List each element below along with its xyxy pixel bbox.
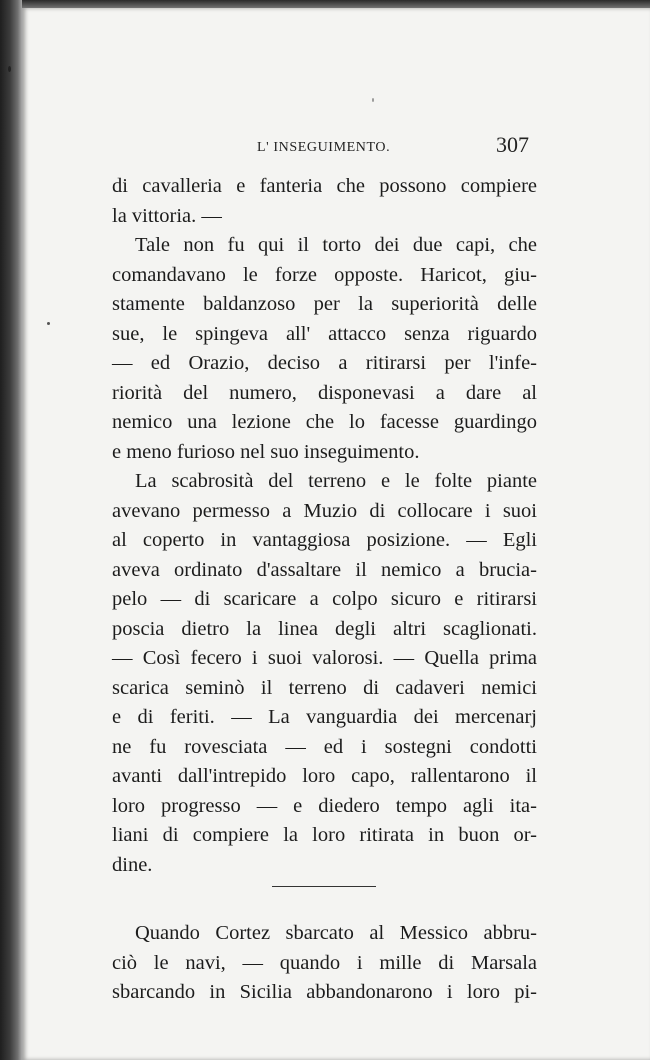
ink-speck bbox=[47, 322, 50, 325]
text-line: liani di compiere la loro ritirata in buon or- bbox=[112, 824, 537, 846]
text-line: loro progresso — e diedero tempo agli ita- bbox=[112, 794, 537, 817]
text-line: aveva ordinato d'assaltare il nemico a brucia- bbox=[112, 558, 537, 581]
text-line: di cavalleria e fanteria che possono compiere bbox=[112, 175, 537, 197]
ink-speck bbox=[372, 98, 374, 102]
text-line: avevano permesso a Muzio di collocare i suoi bbox=[112, 499, 537, 522]
text-line: riorità del numero, disponevasi a dare al bbox=[112, 381, 537, 404]
text-line: ciò le navi, — quando i mille di Marsala bbox=[112, 951, 537, 974]
body-text bbox=[112, 172, 537, 1008]
text-line: al coperto in vantaggiosa posizione. — Egli bbox=[112, 529, 537, 551]
text-line: La scabrosità del terreno e le folte piante bbox=[135, 470, 537, 492]
text-line: e meno furioso nel suo inseguimento. bbox=[112, 440, 420, 463]
text-line: scarica seminò il terreno di cadaveri nemici bbox=[112, 676, 537, 699]
text-line: Quando Cortez sbarcato al Messico abbru- bbox=[135, 922, 537, 944]
text-line: nemico una lezione che lo facesse guardingo bbox=[112, 411, 537, 433]
text-line: sbarcando in Sicilia abbandonarono i loro pi- bbox=[112, 981, 537, 1003]
text-line: — Così fecero i suoi valorosi. — Quella prima bbox=[112, 647, 537, 669]
book-binding-shadow bbox=[0, 0, 22, 1060]
text-line: poscia dietro la linea degli altri scaglionati. bbox=[112, 617, 537, 640]
text-line: e di feriti. — La vanguardia dei mercenarj bbox=[112, 706, 537, 728]
ink-speck bbox=[8, 66, 11, 72]
running-head: L' INSEGUIMENTO. bbox=[257, 140, 391, 155]
page-number: 307 bbox=[496, 132, 529, 157]
text-line: la vittoria. — bbox=[112, 204, 222, 227]
text-line: dine. bbox=[112, 853, 153, 876]
text-line: comandavano le forze opposte. Haricot, giu- bbox=[112, 263, 537, 286]
text-line: ne fu rovesciata — ed i sostegni condotti bbox=[112, 735, 537, 758]
text-line: avanti dall'intrepido loro capo, rallentarono il bbox=[112, 765, 537, 787]
text-line: sue, le spingeva all' attacco senza riguardo bbox=[112, 322, 537, 345]
section-gap bbox=[112, 887, 537, 919]
text-line: stamente baldanzoso per la superiorità delle bbox=[112, 293, 537, 315]
text-line: — ed Orazio, deciso a ritirarsi per l'infe- bbox=[112, 352, 537, 374]
text-line: pelo — di scaricare a colpo sicuro e ritirarsi bbox=[112, 588, 537, 610]
text-line: Tale non fu qui il torto dei due capi, che bbox=[135, 234, 537, 256]
